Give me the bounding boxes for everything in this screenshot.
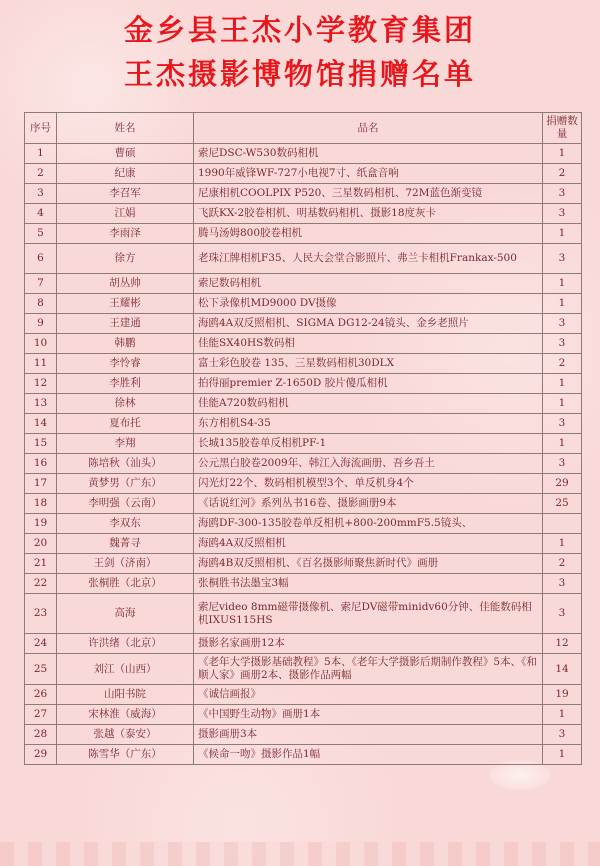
table-row <box>25 574 582 594</box>
donation-count: 2 <box>543 354 582 374</box>
item-description: 索尼DSC-W530数码相机 <box>194 144 543 164</box>
table-row <box>25 334 582 354</box>
donor-name: 魏菁寻 <box>57 534 194 554</box>
row-number: 2 <box>25 164 57 184</box>
donation-count: 1 <box>543 434 582 454</box>
table-row <box>25 434 582 454</box>
row-number: 29 <box>25 745 57 765</box>
donor-name: 陈培秋（汕头） <box>57 454 194 474</box>
row-number: 9 <box>25 314 57 334</box>
item-description: 索尼video 8mm磁带摄像机、索尼DV磁带minidv60分钟、佳能数码相机IXUS115HS <box>194 594 543 634</box>
item-description: 海鸥4A双反照相机 <box>194 534 543 554</box>
table-row <box>25 414 582 434</box>
table-row <box>25 294 582 314</box>
donation-count: 1 <box>543 394 582 414</box>
row-number: 7 <box>25 274 57 294</box>
donor-name: 高海 <box>57 594 194 634</box>
donation-count: 1 <box>543 705 582 725</box>
item-description: 长城135胶卷单反相机PF-1 <box>194 434 543 454</box>
table-row <box>25 534 582 554</box>
row-number: 17 <box>25 474 57 494</box>
item-description: 摄影名家画册12本 <box>194 634 543 654</box>
item-description: 《话说红河》系列丛书16卷、摄影画册9本 <box>194 494 543 514</box>
donation-count: 1 <box>543 144 582 164</box>
donor-name: 王建通 <box>57 314 194 334</box>
donation-count: 3 <box>543 594 582 634</box>
title-line-2: 王杰摄影博物馆捐赠名单 <box>123 57 476 91</box>
donation-count: 3 <box>543 574 582 594</box>
row-number: 13 <box>25 394 57 414</box>
donation-count: 3 <box>543 334 582 354</box>
row-number: 16 <box>25 454 57 474</box>
item-description: 摄影画册3本 <box>194 725 543 745</box>
item-description: 富士彩色胶卷 135、三星数码相机30DLX <box>194 354 543 374</box>
row-number: 8 <box>25 294 57 314</box>
donation-count: 3 <box>543 454 582 474</box>
table-row <box>25 634 582 654</box>
row-number: 21 <box>25 554 57 574</box>
donation-count: 2 <box>543 554 582 574</box>
donor-name: 黄梦男（广东） <box>57 474 194 494</box>
donation-count: 3 <box>543 725 582 745</box>
donor-name: 韩鹏 <box>57 334 194 354</box>
row-number: 6 <box>25 244 57 274</box>
item-description: 飞跃KX-2胶卷相机、明基数码相机、摄影18度灰卡 <box>194 204 543 224</box>
item-description: 张桐胜书法墨宝3幅 <box>194 574 543 594</box>
donation-count: 1 <box>543 224 582 244</box>
donor-name: 李明强（云南） <box>57 494 194 514</box>
donor-name: 山阳书院 <box>57 685 194 705</box>
table-row <box>25 654 582 685</box>
item-description: 海鸥4A双反照相机、SIGMA DG12-24镜头、金乡老照片 <box>194 314 543 334</box>
donor-name: 徐林 <box>57 394 194 414</box>
table-row <box>25 374 582 394</box>
donation-count: 12 <box>543 634 582 654</box>
donation-count: 3 <box>543 314 582 334</box>
item-description: 老珠江牌相机F35、人民大会堂合影照片、弗兰卡相机Frankax-500 <box>194 244 543 274</box>
donation-count: 3 <box>543 184 582 204</box>
donor-name: 夏布托 <box>57 414 194 434</box>
donor-name: 张桐胜（北京） <box>57 574 194 594</box>
donation-count: 3 <box>543 414 582 434</box>
bottom-decorative-border <box>0 842 600 866</box>
row-number: 23 <box>25 594 57 634</box>
table-row <box>25 494 582 514</box>
item-description: 1990年威锋WF-727小电视7寸、纸盒音响 <box>194 164 543 184</box>
donation-count: 2 <box>543 164 582 184</box>
table-row <box>25 474 582 494</box>
row-number: 5 <box>25 224 57 244</box>
row-number: 25 <box>25 654 57 685</box>
donor-name: 宋林淮（威海） <box>57 705 194 725</box>
item-description: 佳能A720数码相机 <box>194 394 543 414</box>
row-number: 10 <box>25 334 57 354</box>
row-number: 20 <box>25 534 57 554</box>
donor-name: 江娟 <box>57 204 194 224</box>
table-row <box>25 514 582 534</box>
row-number: 1 <box>25 144 57 164</box>
table-row <box>25 394 582 414</box>
table-row <box>25 144 582 164</box>
row-number: 18 <box>25 494 57 514</box>
row-number: 19 <box>25 514 57 534</box>
item-description: 公元黑白胶卷2009年、韩江入海流画册、吾乡吾土 <box>194 454 543 474</box>
row-number: 15 <box>25 434 57 454</box>
table-row <box>25 224 582 244</box>
row-number: 27 <box>25 705 57 725</box>
donor-name: 王耀彬 <box>57 294 194 314</box>
donation-count: 3 <box>543 244 582 274</box>
donor-name: 曹硕 <box>57 144 194 164</box>
donor-name: 李胜利 <box>57 374 194 394</box>
donor-name: 李双东 <box>57 514 194 534</box>
table-row <box>25 184 582 204</box>
donation-count: 1 <box>543 745 582 765</box>
table-row <box>25 454 582 474</box>
donation-count: 1 <box>543 274 582 294</box>
table-row <box>25 705 582 725</box>
header-no: 序号 <box>25 113 57 144</box>
table-row <box>25 354 582 374</box>
donation-count: 14 <box>543 654 582 685</box>
table-row <box>25 314 582 334</box>
table-body <box>25 144 582 765</box>
item-description: 闪光灯22个、数码相机模型3个、单反机身4个 <box>194 474 543 494</box>
row-number: 4 <box>25 204 57 224</box>
header-item: 品名 <box>194 113 543 144</box>
table-row <box>25 725 582 745</box>
row-number: 11 <box>25 354 57 374</box>
table-row <box>25 164 582 184</box>
table-row <box>25 244 582 274</box>
donation-count: 1 <box>543 534 582 554</box>
row-number: 3 <box>25 184 57 204</box>
donor-name: 纪康 <box>57 164 194 184</box>
item-description: 海鸥4B双反照相机、《百名摄影师聚焦新时代》画册 <box>194 554 543 574</box>
table-row <box>25 745 582 765</box>
item-description: 《诚信画报》 <box>194 685 543 705</box>
donation-table <box>24 112 582 765</box>
donor-name: 李翔 <box>57 434 194 454</box>
item-description: 《候命一吻》摄影作品1幅 <box>194 745 543 765</box>
donor-name: 许洪绪（北京） <box>57 634 194 654</box>
item-description: 海鸥DF-300-135胶卷单反相机+800-200mmF5.5镜头、 <box>194 514 543 534</box>
row-number: 24 <box>25 634 57 654</box>
row-number: 22 <box>25 574 57 594</box>
table-header-row <box>25 113 582 144</box>
row-number: 12 <box>25 374 57 394</box>
table-row <box>25 685 582 705</box>
item-description: 腾马汤姆800胶卷相机 <box>194 224 543 244</box>
donor-name: 陈雪华（广东） <box>57 745 194 765</box>
donation-count: 1 <box>543 294 582 314</box>
item-description: 尼康相机COOLPIX P520、三星数码相机、72M蓝色渐变镜 <box>194 184 543 204</box>
donor-name: 王剑（济南） <box>57 554 194 574</box>
donation-count: 25 <box>543 494 582 514</box>
table-row <box>25 554 582 574</box>
item-description: 索尼数码相机 <box>194 274 543 294</box>
donation-count: 29 <box>543 474 582 494</box>
table-row <box>25 274 582 294</box>
header-count: 捐赠数量 <box>543 113 582 144</box>
row-number: 28 <box>25 725 57 745</box>
donor-name: 张越（泰安） <box>57 725 194 745</box>
row-number: 14 <box>25 414 57 434</box>
title-line-1: 金乡县王杰小学教育集团 <box>123 13 476 47</box>
table-row <box>25 594 582 634</box>
donor-name: 徐方 <box>57 244 194 274</box>
row-number: 26 <box>25 685 57 705</box>
item-description: 松下录像机MD9000 DV摄像 <box>194 294 543 314</box>
item-description: 拍得丽premier Z-1650D 胶片傻瓜相机 <box>194 374 543 394</box>
item-description: 东方相机S4-35 <box>194 414 543 434</box>
donor-name: 李怜睿 <box>57 354 194 374</box>
donation-count <box>543 514 582 534</box>
item-description: 《老年大学摄影基础教程》5本、《老年大学摄影后期制作教程》5本、《和顺人家》画册2本、摄影作品两幅 <box>194 654 543 685</box>
donation-count: 19 <box>543 685 582 705</box>
donation-count: 1 <box>543 374 582 394</box>
donor-name: 李雨泽 <box>57 224 194 244</box>
item-description: 《中国野生动物》画册1本 <box>194 705 543 725</box>
donor-name: 李召军 <box>57 184 194 204</box>
table-row <box>25 204 582 224</box>
header-name: 姓名 <box>57 113 194 144</box>
donor-name: 胡丛帅 <box>57 274 194 294</box>
item-description: 佳能SX40HS数码相 <box>194 334 543 354</box>
donation-count: 3 <box>543 204 582 224</box>
donor-name: 刘江（山西） <box>57 654 194 685</box>
